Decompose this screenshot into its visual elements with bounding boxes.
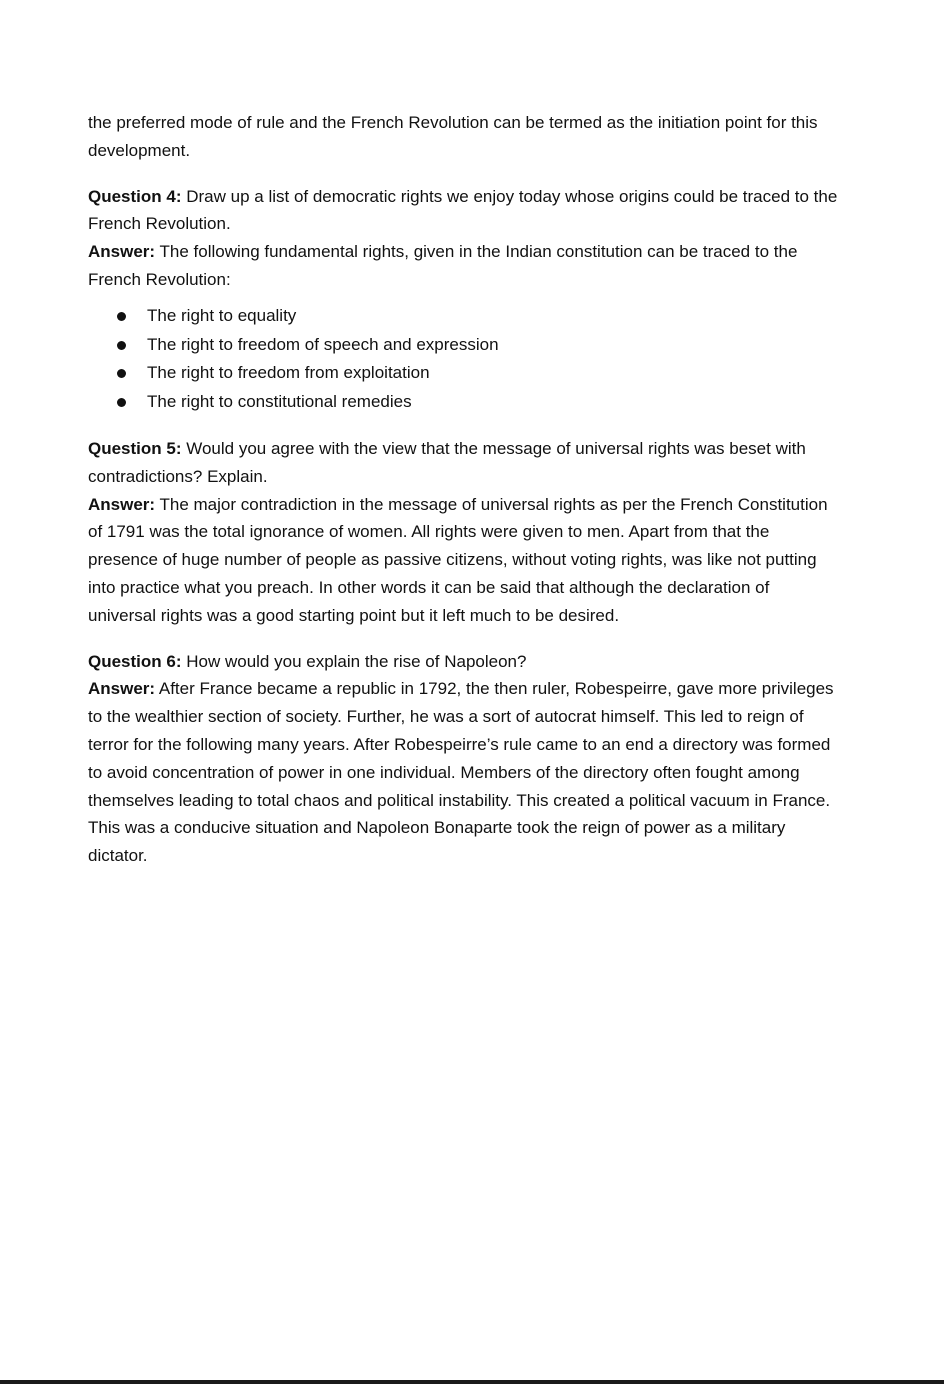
spacer [88, 165, 838, 183]
question-5-text: Would you agree with the view that the message of universal rights was beset with contradictions? Explain. [88, 438, 806, 486]
answer-6 [88, 675, 838, 870]
list-item-text: The right to constitutional remedies [147, 392, 412, 412]
list-item-text: The right to freedom from exploitation [147, 363, 430, 383]
answer-4-label: Answer: [88, 242, 156, 262]
bullet-icon [117, 312, 126, 321]
question-6-text: How would you explain the rise of Napoleon? [181, 651, 527, 671]
answer-4-text: The following fundamental rights, given in the Indian constitution can be traced to the French Revolution: [88, 242, 798, 289]
question-6 [88, 648, 838, 676]
answer-5-text: The major contradiction in the message of universal rights as per the French Constitution of 1791 was the total ignorance of women. All rights were given to men. Apart from that the presence of huge number of people as passive citizens, without voting rights, was like not putting into practice what you preach. In other words it can be said that although the declaration of universal rights was a good starting point but it left much to be desired. [88, 494, 828, 625]
answer-5 [88, 491, 838, 630]
intro-paragraph: the preferred mode of rule and the French Revolution can be termed as the initiation point for this development. [88, 113, 818, 160]
answer-4 [88, 238, 838, 294]
bullet-icon [117, 398, 126, 407]
question-6-label: Question 6: [88, 651, 182, 671]
spacer [88, 417, 838, 435]
spacer [88, 630, 838, 648]
page-content [88, 109, 838, 870]
list-item [88, 359, 838, 388]
bullet-icon [117, 341, 126, 350]
question-5 [88, 435, 838, 491]
page-bottom-border [0, 1380, 944, 1384]
rights-list [88, 302, 838, 417]
answer-6-text: After France became a republic in 1792, the then ruler, Robespeirre, gave more privileges to the wealthier section of society. Further, he was a sort of autocrat himself. This led to reign of terror for the following many years. After Robespeirre’s rule came to an end a directory was formed to avoid concentration of power in one individual. Members of the directory often fought among themselves leading to total chaos and political instability. This created a political vacuum in France. This was a conducive situation and Napoleon Bonaparte took the reign of power as a military dictator. [88, 679, 834, 866]
question-4-label: Question 4: [88, 186, 182, 206]
list-item [88, 388, 838, 417]
question-4 [88, 183, 838, 239]
bullet-icon [117, 369, 126, 378]
list-item [88, 331, 838, 360]
answer-6-label: Answer: [88, 679, 156, 699]
list-item-text: The right to freedom of speech and expression [147, 334, 499, 354]
list-item [88, 302, 838, 331]
question-5-label: Question 5: [88, 438, 182, 458]
question-4-text: Draw up a list of democratic rights we enjoy today whose origins could be traced to the French Revolution. [88, 186, 838, 234]
list-item-text: The right to equality [147, 305, 297, 325]
answer-5-label: Answer: [88, 494, 156, 514]
